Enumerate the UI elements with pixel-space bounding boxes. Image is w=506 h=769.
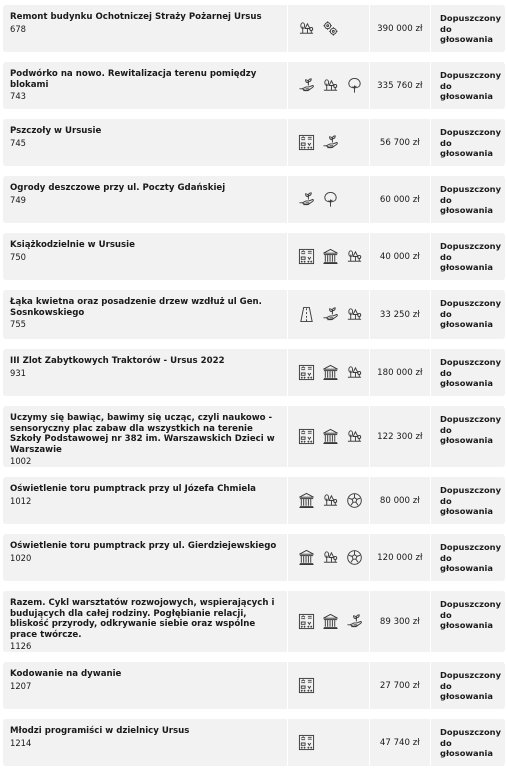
project-status: Dopuszczony do głosowania: [430, 176, 505, 223]
project-title[interactable]: Młodzi programiści w dzielnicy Ursus: [10, 726, 190, 736]
project-title-cell: [3, 119, 287, 166]
project-status: Dopuszczony do głosowania: [430, 5, 505, 52]
project-title-cell: [3, 662, 287, 709]
project-number: 750: [10, 251, 26, 262]
project-title[interactable]: Oświetlenie toru pumptrack przy ul Józefa Chmiela: [10, 484, 256, 494]
project-number: 1126: [10, 641, 32, 652]
project-number: 755: [10, 319, 26, 330]
project-cost: 120 000 zł: [369, 534, 430, 581]
ball-icon: [346, 549, 363, 566]
trees-icon: [346, 248, 363, 265]
trees-icon: [322, 549, 339, 566]
project-status: Dopuszczony do głosowania: [430, 591, 505, 652]
project-status: Dopuszczony do głosowania: [430, 119, 505, 166]
project-title-cell: [3, 176, 287, 223]
project-status: Dopuszczony do głosowania: [430, 290, 505, 339]
culture-icon: [322, 248, 339, 265]
project-title[interactable]: Remont budynku Ochotniczej Straży Pożarnej Ursus: [10, 12, 262, 22]
project-categories: [287, 534, 368, 581]
project-status: Dopuszczony do głosowania: [430, 349, 505, 396]
project-title-cell: [3, 406, 287, 467]
project-title[interactable]: Książkodzielnie w Ursusie: [10, 240, 135, 250]
project-title-cell: [3, 62, 287, 109]
gears-icon: [322, 20, 339, 37]
education-icon: [298, 134, 315, 151]
tree-icon: [346, 77, 363, 94]
trees-icon: [346, 428, 363, 445]
project-number: 1207: [10, 680, 32, 691]
trees-icon: [322, 492, 339, 509]
project-title-cell: [3, 477, 287, 524]
plant-hand-icon: [298, 191, 315, 208]
project-title-cell: [3, 349, 287, 396]
project-title[interactable]: Ogrody deszczowe przy ul. Poczty Gdańskiej: [10, 183, 226, 193]
project-number: 1002: [10, 456, 32, 467]
project-cost: 40 000 zł: [369, 233, 430, 280]
project-title-cell: [3, 5, 287, 52]
project-row[interactable]: [3, 233, 505, 280]
project-categories: [287, 176, 368, 223]
project-status: Dopuszczony do głosowania: [430, 477, 505, 524]
culture-icon: [322, 364, 339, 381]
trees-icon: [322, 77, 339, 94]
trees-icon: [346, 306, 363, 323]
project-row[interactable]: [3, 5, 505, 52]
project-row[interactable]: [3, 290, 505, 339]
education-icon: [298, 428, 315, 445]
project-cost: 335 760 zł: [369, 62, 430, 109]
project-number: 743: [10, 91, 26, 102]
plant-hand-icon: [298, 77, 315, 94]
project-title-cell: [3, 290, 287, 339]
tree-icon: [322, 191, 339, 208]
project-cost: 56 700 zł: [369, 119, 430, 166]
project-categories: [287, 406, 368, 467]
trees-icon: [298, 20, 315, 37]
plant-hand-icon: [322, 306, 339, 323]
road-icon: [298, 306, 315, 323]
project-row[interactable]: [3, 406, 505, 467]
project-categories: [287, 290, 368, 339]
education-icon: [298, 364, 315, 381]
project-cost: 60 000 zł: [369, 176, 430, 223]
culture-icon: [298, 549, 315, 566]
project-number: 931: [10, 367, 26, 378]
project-title[interactable]: Pszczoły w Ursusie: [10, 126, 102, 136]
project-categories: [287, 5, 368, 52]
project-title[interactable]: Łąka kwietna oraz posadzenie drzew wzdłuż ul Gen. Sosnkowskiego: [10, 297, 262, 318]
project-row[interactable]: [3, 62, 505, 109]
project-status: Dopuszczony do głosowania: [430, 719, 505, 766]
project-row[interactable]: [3, 176, 505, 223]
culture-icon: [322, 428, 339, 445]
plant-hand-icon: [346, 613, 363, 630]
project-number: 749: [10, 194, 26, 205]
project-status: Dopuszczony do głosowania: [430, 233, 505, 280]
ball-icon: [346, 492, 363, 509]
project-status: Dopuszczony do głosowania: [430, 534, 505, 581]
project-row[interactable]: [3, 662, 505, 709]
project-cost: 89 300 zł: [369, 591, 430, 652]
project-title[interactable]: Oświetlenie toru pumptrack przy ul. Gierdziejewskiego: [10, 541, 277, 551]
project-title[interactable]: Uczymy się bawiąc, bawimy się ucząc, czyli naukowo - sensoryczny plac zabaw dla wszystkich na terenie Szkoły Podstawowej nr 382 im. Warszawskich Dzieci w Warszawie: [10, 413, 275, 455]
project-title[interactable]: Podwórko na nowo. Rewitalizacja terenu pomiędzy blokami: [10, 69, 257, 90]
project-title-cell: [3, 233, 287, 280]
project-number: 1214: [10, 737, 32, 748]
project-cost: 27 700 zł: [369, 662, 430, 709]
project-categories: [287, 719, 368, 766]
project-row[interactable]: [3, 534, 505, 581]
project-number: 745: [10, 137, 26, 148]
project-row[interactable]: [3, 349, 505, 396]
project-number: 1012: [10, 495, 32, 506]
education-icon: [298, 677, 315, 694]
project-cost: 80 000 zł: [369, 477, 430, 524]
project-title[interactable]: Kodowanie na dywanie: [10, 669, 122, 679]
trees-icon: [346, 364, 363, 381]
project-row[interactable]: [3, 591, 505, 652]
education-icon: [298, 248, 315, 265]
project-status: Dopuszczony do głosowania: [430, 62, 505, 109]
project-row[interactable]: [3, 119, 505, 166]
project-row[interactable]: [3, 477, 505, 524]
project-title-cell: [3, 534, 287, 581]
project-title[interactable]: Razem. Cykl warsztatów rozwojowych, wspierających i budujących dla całej rodziny. Pogłębianie relacji, bliskość przyrody, odkrywanie siebie oraz wspólne prace twórcze.: [10, 598, 275, 640]
project-status: Dopuszczony do głosowania: [430, 406, 505, 467]
project-status: Dopuszczony do głosowania: [430, 662, 505, 709]
project-cost: 180 000 zł: [369, 349, 430, 396]
plant-hand-icon: [322, 134, 339, 151]
project-title[interactable]: III Zlot Zabytkowych Traktorów - Ursus 2022: [10, 356, 225, 366]
project-categories: [287, 662, 368, 709]
project-number: 678: [10, 23, 26, 34]
project-number: 1020: [10, 552, 32, 563]
project-categories: [287, 477, 368, 524]
project-row[interactable]: [3, 719, 505, 766]
education-icon: [298, 734, 315, 751]
culture-icon: [322, 613, 339, 630]
project-categories: [287, 119, 368, 166]
project-categories: [287, 349, 368, 396]
project-categories: [287, 62, 368, 109]
project-title-cell: [3, 591, 287, 652]
project-cost: 33 250 zł: [369, 290, 430, 339]
culture-icon: [298, 492, 315, 509]
project-categories: [287, 591, 368, 652]
project-categories: [287, 233, 368, 280]
project-cost: 122 300 zł: [369, 406, 430, 467]
project-cost: 390 000 zł: [369, 5, 430, 52]
education-icon: [298, 613, 315, 630]
project-title-cell: [3, 719, 287, 766]
project-cost: 47 740 zł: [369, 719, 430, 766]
